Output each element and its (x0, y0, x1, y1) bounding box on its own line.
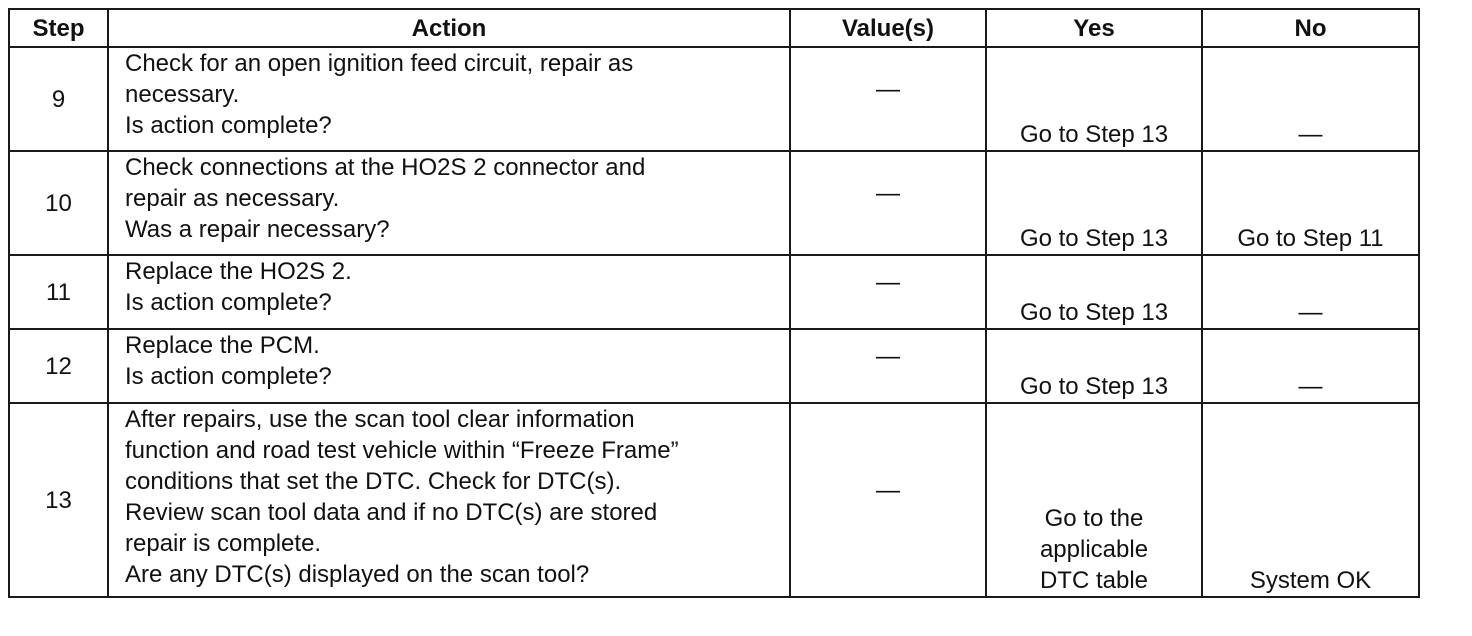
yes-text: DTC table (1039, 567, 1149, 594)
table-row (9, 329, 1419, 403)
no-text: System OK (1249, 567, 1372, 594)
step-number: 13 (9, 403, 108, 597)
value-cell (790, 255, 986, 329)
action-question: Are any DTC(s) displayed on the scan tool? (125, 561, 590, 588)
value-text: — (876, 476, 900, 504)
yes-text: Go to the (1044, 505, 1144, 532)
action-text: conditions that set the DTC. Check for DTC(s). (125, 468, 622, 495)
yes-text: Go to Step 13 (1019, 121, 1169, 148)
action-cell (108, 151, 790, 255)
diagnostic-table (8, 8, 1420, 598)
action-cell (108, 329, 790, 403)
value-cell (790, 47, 986, 151)
action-text: repair as necessary. (125, 185, 340, 212)
yes-text: Go to Step 13 (1019, 225, 1169, 252)
action-question: Is action complete? (125, 289, 332, 316)
no-cell (1202, 255, 1419, 329)
step-number: 11 (9, 255, 108, 329)
action-text: Replace the PCM. (125, 332, 320, 359)
action-text: necessary. (125, 81, 240, 108)
yes-text: Go to Step 13 (1019, 299, 1169, 326)
yes-text: applicable (1039, 536, 1149, 563)
yes-text: Go to Step 13 (1019, 373, 1169, 400)
action-text: Check for an open ignition feed circuit, repair as (125, 50, 634, 77)
value-cell (790, 329, 986, 403)
action-text: function and road test vehicle within “Freeze Frame” (125, 437, 679, 464)
header-row (9, 9, 1419, 47)
header-values: Value(s) (790, 9, 986, 47)
header-no: No (1202, 9, 1419, 47)
no-cell (1202, 151, 1419, 255)
no-cell (1202, 47, 1419, 151)
yes-cell (986, 329, 1202, 403)
value-text: — (876, 179, 900, 207)
no-text: Go to Step 11 (1237, 225, 1384, 252)
no-text: — (1298, 299, 1323, 326)
action-text: Check connections at the HO2S 2 connector and (125, 154, 646, 181)
action-cell (108, 403, 790, 597)
action-cell (108, 47, 790, 151)
value-text: — (876, 268, 900, 296)
value-text: — (876, 342, 900, 370)
no-text: — (1298, 121, 1323, 148)
action-question: Is action complete? (125, 112, 332, 139)
value-cell (790, 151, 986, 255)
action-question: Is action complete? (125, 363, 332, 390)
yes-cell (986, 151, 1202, 255)
value-cell (790, 403, 986, 597)
table-row (9, 151, 1419, 255)
yes-cell (986, 47, 1202, 151)
header-step: Step (9, 9, 108, 47)
yes-cell (986, 403, 1202, 597)
action-question: Was a repair necessary? (125, 216, 390, 243)
action-text: repair is complete. (125, 530, 322, 557)
table-row (9, 47, 1419, 151)
action-text: After repairs, use the scan tool clear information (125, 406, 635, 433)
header-action: Action (108, 9, 790, 47)
step-number: 9 (9, 47, 108, 151)
value-text: — (876, 75, 900, 103)
action-text: Review scan tool data and if no DTC(s) are stored (125, 499, 658, 526)
no-cell (1202, 403, 1419, 597)
no-cell (1202, 329, 1419, 403)
step-number: 10 (9, 151, 108, 255)
table-row (9, 255, 1419, 329)
no-text: — (1298, 373, 1323, 400)
action-text: Replace the HO2S 2. (125, 258, 352, 285)
yes-cell (986, 255, 1202, 329)
step-number: 12 (9, 329, 108, 403)
table-row (9, 403, 1419, 597)
header-yes: Yes (986, 9, 1202, 47)
action-cell (108, 255, 790, 329)
